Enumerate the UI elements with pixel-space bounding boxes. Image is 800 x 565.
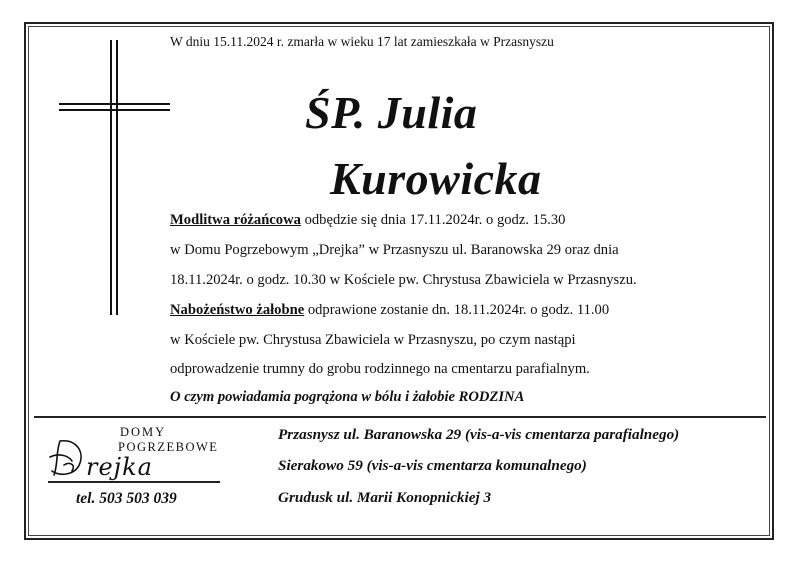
phone-number: tel. 503 503 039 xyxy=(76,490,177,507)
logo-name-drejka: rejka xyxy=(86,453,153,481)
drejka-monogram-icon xyxy=(46,435,86,479)
logo-line-domy: DOMY xyxy=(120,425,167,439)
rosary-line-1 xyxy=(170,212,565,229)
logo-underline xyxy=(48,481,220,483)
address-grudusk: Grudusk ul. Marii Konopnickiej 3 xyxy=(278,489,492,506)
service-label: Nabożeństwo żałobne xyxy=(170,302,305,318)
logo-line-pogrzebowe: POGRZEBOWE xyxy=(118,440,219,454)
cross-vertical-bar-left xyxy=(110,40,112,315)
funeral-home-logo xyxy=(40,425,220,485)
death-intro-text: W dniu 15.11.2024 r. zmarła w wieku 17 lat zamieszkała w Przasnyszu xyxy=(170,34,554,49)
service-line-1-rest: odprawione zostanie dn. 18.11.2024r. o godz. 11.00 xyxy=(304,302,610,318)
service-line-1 xyxy=(170,302,609,319)
rosary-label: Modlitwa różańcowa xyxy=(170,212,301,228)
cross-horizontal-bar-bottom xyxy=(59,109,170,111)
service-line-2: w Kościele pw. Chrystusa Zbawiciela w Przasnyszu, po czym nastąpi xyxy=(170,332,576,348)
cross-vertical-bar-right xyxy=(116,40,118,315)
closing-line: O czym powiadamia pogrążona w bólu i żałobie RODZINA xyxy=(170,389,525,405)
rosary-line-2: w Domu Pogrzebowym „Drejka” w Przasnyszu ul. Baranowska 29 oraz dnia xyxy=(170,242,619,258)
rosary-line-1-rest: odbędzie się dnia 17.11.2024r. o godz. 15.30 xyxy=(300,212,566,228)
service-line-3: odprowadzenie trumny do grobu rodzinnego na cmentarzu parafialnym. xyxy=(170,361,590,377)
address-sierakowo: Sierakowo 59 (vis-a-vis cmentarza komunalnego) xyxy=(278,457,587,474)
cross-horizontal-bar-top xyxy=(59,103,170,105)
footer-divider xyxy=(34,416,766,418)
rosary-line-3: 18.11.2024r. o godz. 10.30 w Kościele pw. Chrystusa Zbawiciela w Przasnyszu. xyxy=(170,272,637,288)
deceased-name-line2: Kurowicka xyxy=(330,153,542,204)
address-przasnysz: Przasnysz ul. Baranowska 29 (vis-a-vis cmentarza parafialnego) xyxy=(278,426,680,443)
deceased-name-line1: ŚP. Julia xyxy=(305,87,478,138)
